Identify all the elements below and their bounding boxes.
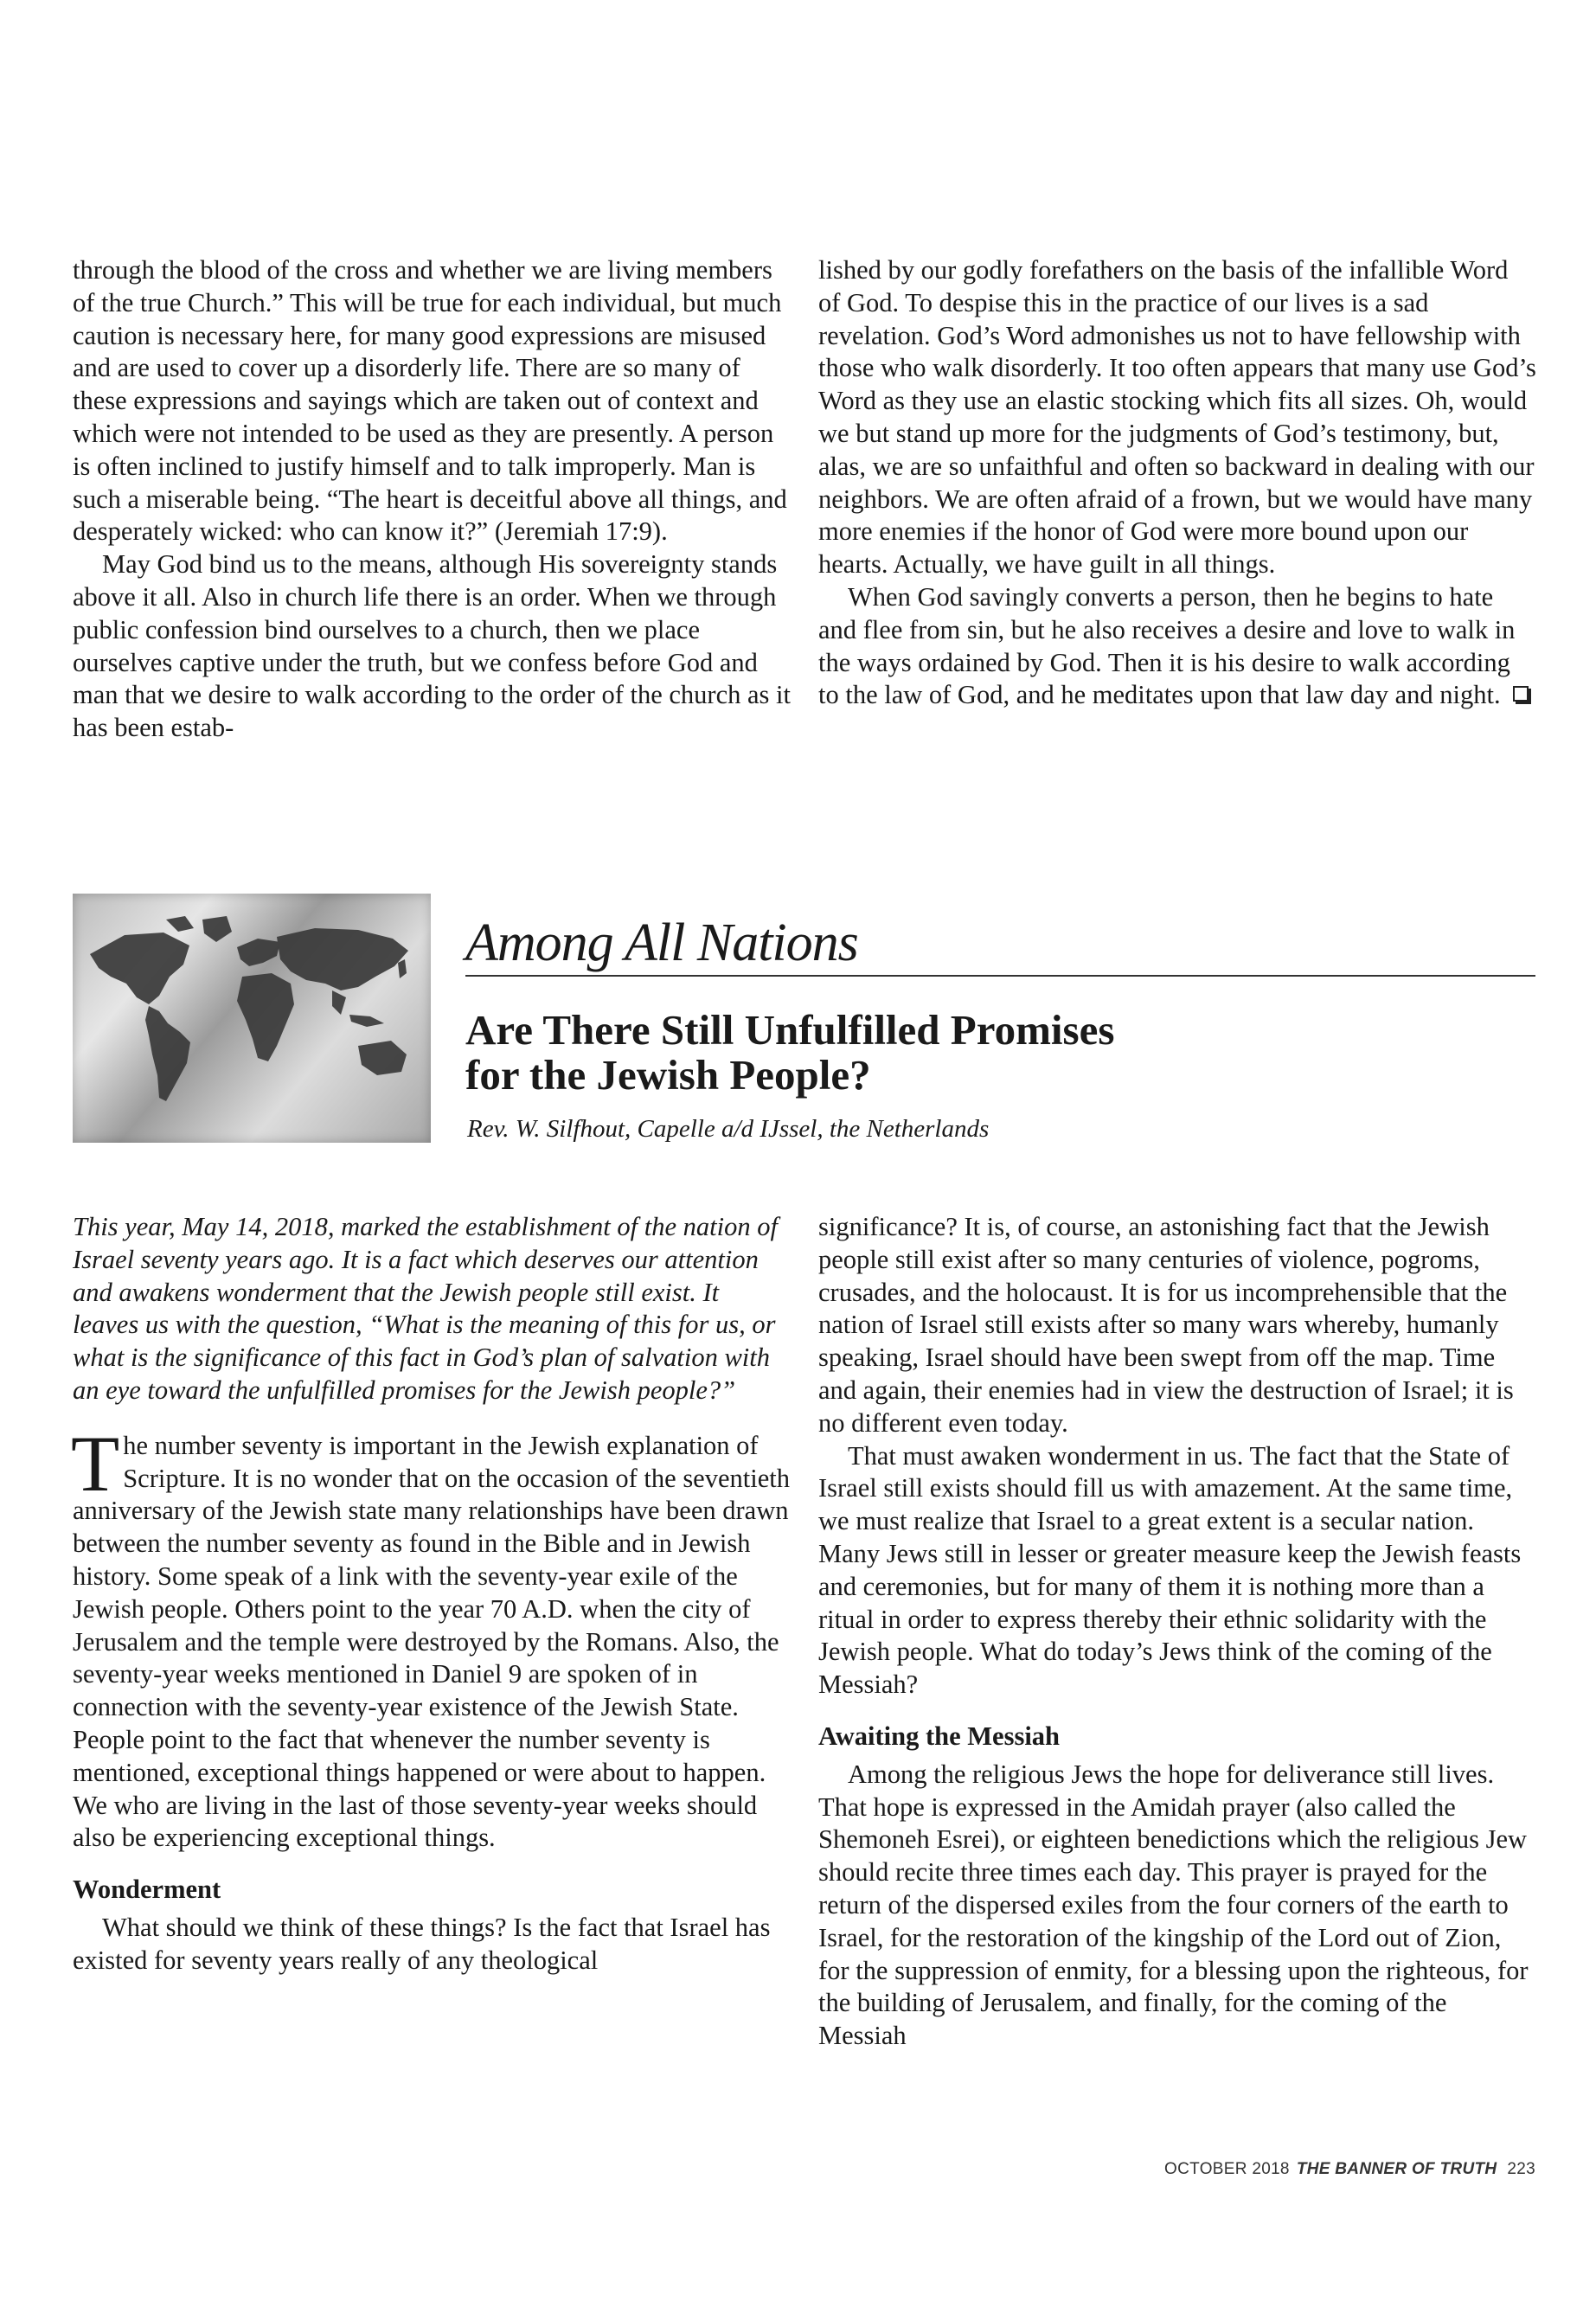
page-number: 223 bbox=[1507, 2160, 1535, 2178]
author-byline: Rev. W. Silfhout, Capelle a/d IJssel, the Netherlands bbox=[467, 1115, 990, 1143]
continued-text-left-column bbox=[73, 254, 791, 745]
article-intro: This year, May 14, 2018, marked the establishment of the nation of Israel seventy years ago. It is a fact which deserves our attention and awakens wonderment that the Jewish people still exist. It leaves us with the question, “What is the meaning of this for us, or what is the significance of this fact in God’s plan of salvation with an eye toward the unfulfilled promises for the Jewish people?” bbox=[73, 1212, 778, 1405]
continued-text-right-column bbox=[818, 254, 1536, 712]
world-map-image bbox=[73, 894, 431, 1143]
paragraph bbox=[71, 1419, 791, 1855]
paragraph: lished by our godly forefathers on the basis of the infallible Word of God. To despise this in the practice of our lives is a sad revelation. God’s Word admonishes us not to have fellowship with those who walk disorderly. It too often appears that many use God’s Word as they use an elastic stocking which fits all sizes. Oh, would we but stand up more for the judgments of God’s testimony, but, alas, we are so unfaithful and often so backward in dealing with our neighbors. We are often afraid of a frown, but we would have many more enemies if the honor of God were more bound upon our hearts. Actually, we have guilt in all things. bbox=[818, 255, 1536, 580]
paragraph: May God bind us to the means, although His sovereignty stands above it all. Also in church life there is an order. When we through public confession bind ourselves to a church, then we place ourselves captive under the truth, but we confess before God and man that we desire to walk according to the order of the church as it has been estab- bbox=[73, 549, 791, 743]
subheading: Wonderment bbox=[73, 1875, 221, 1905]
paragraph: Among the religious Jews the hope for deliverance still lives. That hope is expressed in the Amidah prayer (also called the Shemoneh Esrei), or eighteen benedictions which the religious Jew should recite three times each day. This prayer is prayed for the return of the dispersed exiles from the four corners of the earth to Israel, for the restoration of the kingship of the Lord out of Zion, for the suppression of enmity, for a blessing upon the righteous, for the building of Jerusalem, and finally, for the coming of the Messiah bbox=[818, 1759, 1529, 2051]
paragraph bbox=[818, 581, 1536, 712]
paragraph: through the blood of the cross and whether we are living members of the true Church.” This will be true for each individual, but much caution is necessary here, for many good expressions are misused and are used to cover up a disorderly life. There are so many of these expressions and sayings which are taken out of context and which were not intended to be used as they are presently. A person is often inclined to justify himself and to talk improperly. Man is such a miserable being. “The heart is deceitful above all things, and desperately wicked: who can know it?” (Jeremiah 17:9). bbox=[73, 255, 787, 547]
article-title-line: for the Jewish People? bbox=[465, 1051, 871, 1099]
subheading: Awaiting the Messiah bbox=[818, 1721, 1061, 1751]
article-left-column bbox=[73, 1211, 791, 1977]
end-of-article-icon bbox=[1513, 686, 1529, 702]
section-title: Among All Nations bbox=[465, 913, 1535, 977]
article-right-column bbox=[818, 1211, 1536, 2053]
drop-cap: T bbox=[71, 1419, 120, 1508]
paragraph: What should we think of these things? Is the fact that Israel has existed for seventy years really of any theological bbox=[73, 1912, 771, 1975]
page-footer bbox=[1164, 2160, 1535, 2179]
paragraph-text: he number seventy is important in the Jewish explanation of Scripture. It is no wonder that on the occasion of the seventieth anniversary of the Jewish state many relationships have been drawn between the number seventy as found in the Bible and in Jewish history. Some speak of a link with the seventy-year exile of the Jewish people. Others point to the year 70 A.D. when the city of Jerusalem and the temple were destroyed by the Romans. Also, the seventy-year weeks mentioned in Daniel 9 are spoken of in connection with the seventy-year existence of the Jewish State. People point to the fact that whenever the number seventy is mentioned, exceptional things happened or were about to happen. We who are living in the last of those seventy-year weeks should also be experiencing exceptional things. bbox=[73, 1430, 790, 1853]
paragraph-text: When God savingly converts a person, then he begins to hate and flee from sin, but he also receives a desire and love to walk in the ways ordained by God. Then it is his desire to walk according to the law of God, and he meditates upon that law day and night. bbox=[818, 581, 1516, 710]
magazine-name: THE BANNER OF TRUTH bbox=[1296, 2160, 1497, 2178]
article-title bbox=[465, 1008, 1330, 1098]
paragraph: significance? It is, of course, an astonishing fact that the Jewish people still exist after so many centuries of violence, pogroms, crusades, and the holocaust. It is for us incomprehensible that the nation of Israel still exists after so many wars whereby, humanly speaking, Israel should have been swept from off the map. Time and again, their enemies had in view the destruction of Israel; it is no different even today. bbox=[818, 1212, 1514, 1438]
world-map-icon bbox=[73, 894, 431, 1143]
issue-date: OCTOBER 2018 bbox=[1164, 2160, 1290, 2178]
paragraph: That must awaken wonderment in us. The fact that the State of Israel still exists should fill us with amazement. At the same time, we must realize that Israel to a great extent is a secular nation. Many Jews still in lesser or greater measure keep the Jewish feasts and ceremonies, but for many of them it is nothing more than a ritual in order to express thereby their ethnic solidarity with the Jewish people. What do today’s Jews think of the coming of the Messiah? bbox=[818, 1440, 1522, 1700]
article-title-line: Are There Still Unfulfilled Promises bbox=[465, 1006, 1115, 1054]
